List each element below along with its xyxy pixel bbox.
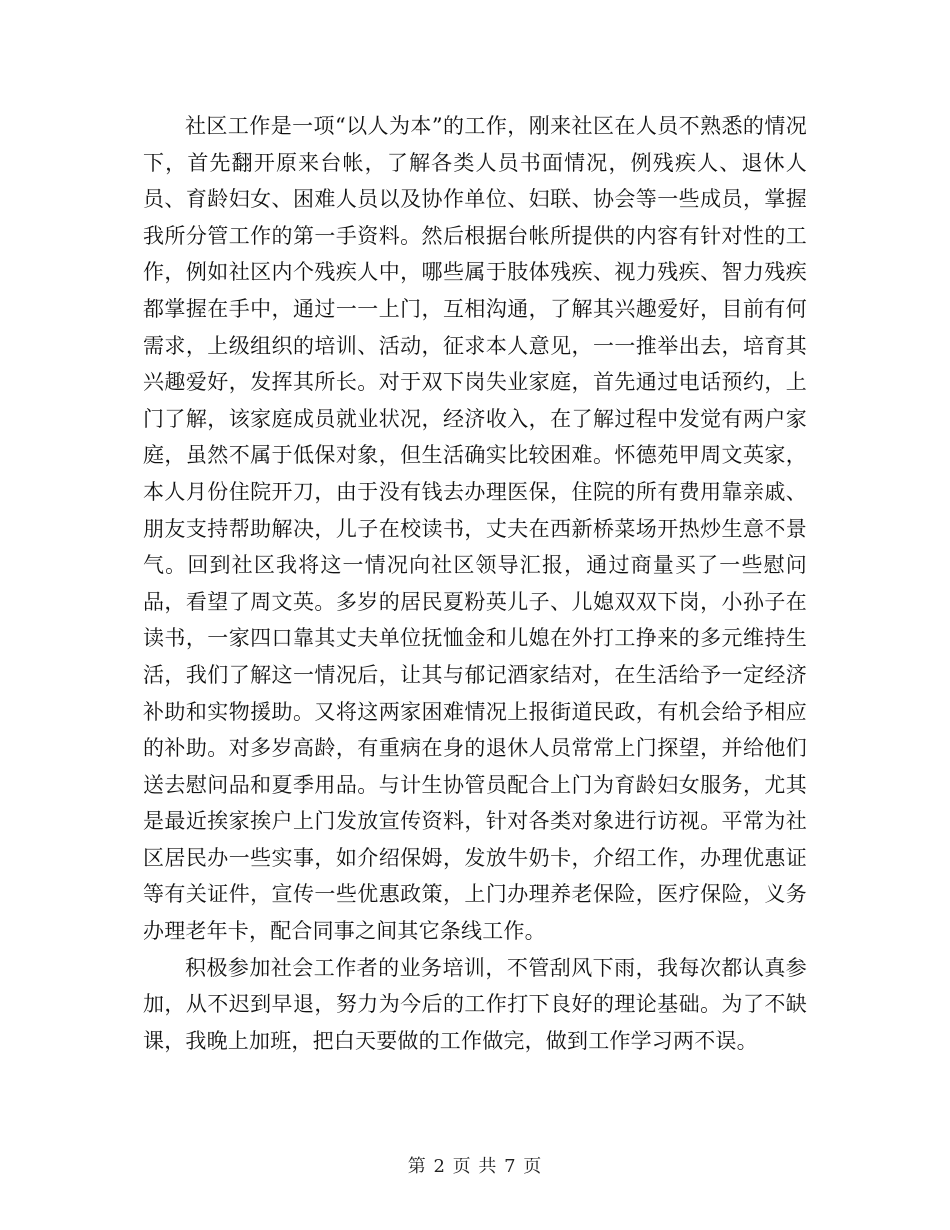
- body-text: [143, 108, 807, 1059]
- paragraph-community-work: 社区工作是一项“以人为本”的工作，刚来社区在人员不熟悉的情况下，首先翻开原来台帐，了解各类人员书面情况，例残疾人、退休人员、育龄妇女、困难人员以及协作单位、妇联、协会等一些成员，掌握我所分管工作的第一手资料。然后根据台帐所提供的内容有针对性的工作，例如社区内个残疾人中，哪些属于肢体残疾、视力残疾、智力残疾都掌握在手中，通过一一上门，互相沟通，了解其兴趣爱好，目前有何需求，上级组织的培训、活动，征求本人意见，一一推举出去，培育其兴趣爱好，发挥其所长。对于双下岗失业家庭，首先通过电话预约，上门了解，该家庭成员就业状况，经济收入，在了解过程中发觉有两户家庭，虽然不属于低保对象，但生活确实比较困难。怀德苑甲周文英家，本人月份住院开刀，由于没有钱去办理医保，住院的所有费用靠亲戚、朋友支持帮助解决，儿子在校读书，丈夫在西新桥菜场开热炒生意不景气。回到社区我将这一情况向社区领导汇报，通过商量买了一些慰问品，看望了周文英。多岁的居民夏粉英儿子、儿媳双双下岗，小孙子在读书，一家四口靠其丈夫单位抚恤金和儿媳在外打工挣来的多元维持生活，我们了解这一情况后，让其与郁记酒家结对，在生活给予一定经济补助和实物援助。又将这两家困难情况上报街道民政，有机会给予相应的补助。对多岁高龄，有重病在身的退休人员常常上门探望，并给他们送去慰问品和夏季用品。与计生协管员配合上门为育龄妇女服务，尤其是最近挨家挨户上门发放宣传资料，针对各类对象进行访视。平常为社区居民办一些实事，如介绍保姆，发放牛奶卡，介绍工作，办理优惠证等有关证件，宣传一些优惠政策，上门办理养老保险，医疗保险，义务办理老年卡，配合同事之间其它条线工作。: [143, 114, 807, 944]
- page-number-footer: 第 2 页 共 7 页: [407, 1156, 543, 1177]
- paragraph-training: 积极参加社会工作者的业务培训，不管刮风下雨，我每次都认真参加，从不迟到早退，努力为今后的工作打下良好的理论基础。为了不缺课，我晚上加班，把白天要做的工作做完，做到工作学习两不误。: [143, 955, 807, 1053]
